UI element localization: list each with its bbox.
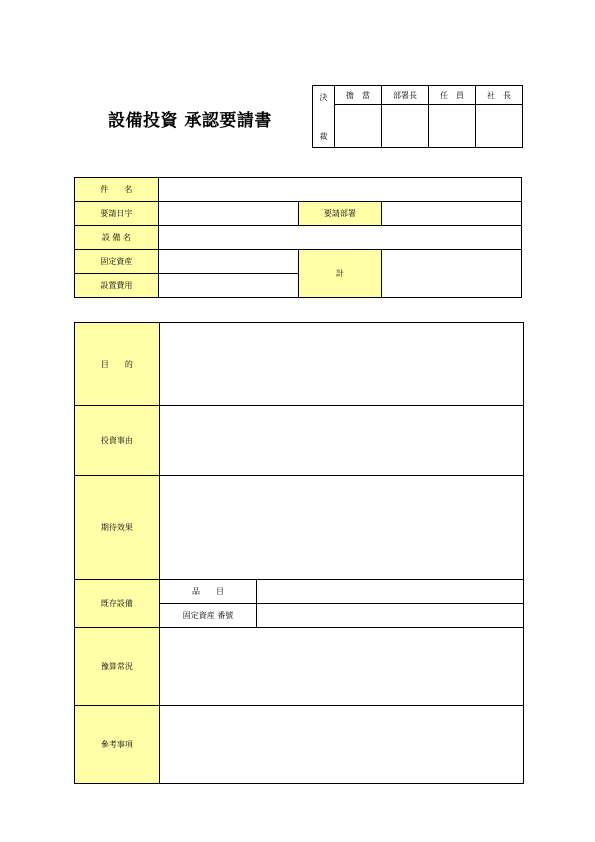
- expected-effect-label: 期待效果: [75, 476, 160, 580]
- request-dept-label: 要請部署: [298, 202, 382, 226]
- approval-side-label: [313, 86, 335, 148]
- asset-number-field[interactable]: [257, 604, 524, 628]
- total-field[interactable]: [382, 250, 522, 298]
- request-date-field[interactable]: [158, 202, 298, 226]
- approval-stamp-staff[interactable]: [335, 105, 382, 148]
- request-date-label: 要請日字: [75, 202, 159, 226]
- document-title: 設備投資 承認要請書: [108, 111, 272, 131]
- total-label: 計: [298, 250, 382, 298]
- request-info-table: [74, 177, 522, 298]
- approval-stamp-president[interactable]: [476, 105, 523, 148]
- equipment-name-field[interactable]: [158, 226, 521, 250]
- subject-field[interactable]: [158, 178, 521, 202]
- equipment-name-label: 設 備 名: [75, 226, 159, 250]
- item-label: 品 目: [159, 580, 257, 604]
- investment-reason-label: 投資事由: [75, 406, 160, 476]
- purpose-field[interactable]: [159, 323, 523, 406]
- detail-table: [74, 322, 524, 784]
- budget-status-field[interactable]: [159, 628, 523, 706]
- budget-status-label: 豫算常況: [75, 628, 160, 706]
- subject-label: 件 名: [75, 178, 159, 202]
- expected-effect-field[interactable]: [159, 476, 523, 580]
- existing-equipment-label: 旣存設備: [75, 580, 160, 628]
- notes-label: 參考事項: [75, 706, 160, 784]
- approval-stamp-table: [312, 85, 523, 148]
- install-cost-field[interactable]: [158, 274, 298, 298]
- install-cost-label: 設置費用: [75, 274, 159, 298]
- fixed-asset-field[interactable]: [158, 250, 298, 274]
- investment-reason-field[interactable]: [159, 406, 523, 476]
- approval-role-staff: 擔 當: [335, 86, 382, 105]
- item-field[interactable]: [257, 580, 524, 604]
- request-dept-field[interactable]: [382, 202, 522, 226]
- approval-side-char-2: 裁: [319, 131, 328, 141]
- notes-field[interactable]: [159, 706, 523, 784]
- approval-role-president: 社 長: [476, 86, 523, 105]
- approval-stamp-dept-head[interactable]: [382, 105, 429, 148]
- purpose-label: 目 的: [75, 323, 160, 406]
- fixed-asset-label: 固定資産: [75, 250, 159, 274]
- approval-side-char-1: 決: [319, 92, 328, 102]
- approval-role-dept-head: 部署長: [382, 86, 429, 105]
- asset-number-label: 固定資産 番號: [159, 604, 257, 628]
- approval-stamp-executive[interactable]: [429, 105, 476, 148]
- approval-role-executive: 任 員: [429, 86, 476, 105]
